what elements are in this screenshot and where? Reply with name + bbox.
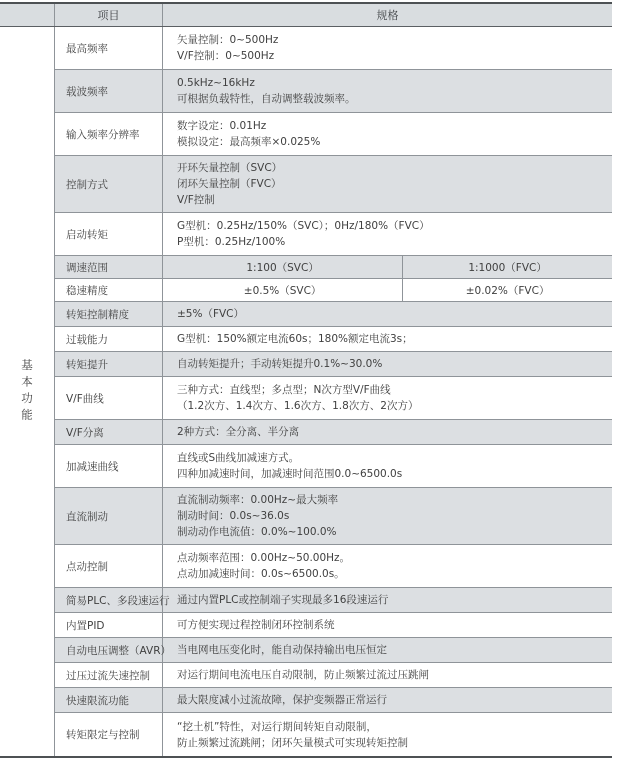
spec-line: V/F控制：0~500Hz xyxy=(177,50,275,62)
spec-line: 0.5kHz~16kHz xyxy=(177,77,255,89)
spec-line: V/F控制 xyxy=(177,194,215,206)
spec-line: 开环矢量控制（SVC） xyxy=(177,162,283,174)
spec-cell xyxy=(163,663,612,687)
spec-cell xyxy=(163,688,612,712)
item-cell: V/F曲线 xyxy=(55,377,163,419)
table-row xyxy=(55,256,612,279)
side-category-label: 基本功能 xyxy=(20,358,34,425)
spec-line: 四种加减速时间，加减速时间范围0.0~6500.0s xyxy=(177,468,403,480)
table-row xyxy=(55,302,612,327)
item-cell: 输入频率分辨率 xyxy=(55,113,163,155)
table-row xyxy=(55,663,612,688)
spec-sub-cell: ±0.5%（SVC） xyxy=(163,279,403,301)
table-row xyxy=(55,70,612,113)
spec-cell xyxy=(163,113,612,155)
item-cell: 稳速精度 xyxy=(55,279,163,301)
item-cell: 最高频率 xyxy=(55,27,163,69)
spec-line: 最大限度减小过流故障，保护变频器正常运行 xyxy=(177,694,387,706)
spec-line: 模拟设定：最高频率×0.025% xyxy=(177,136,321,148)
spec-sub-cell: 1:100（SVC） xyxy=(163,256,403,278)
item-cell: 转矩提升 xyxy=(55,352,163,376)
item-cell: V/F分离 xyxy=(55,420,163,444)
item-cell: 调速范围 xyxy=(55,256,163,278)
item-cell: 控制方式 xyxy=(55,156,163,212)
table-row xyxy=(55,327,612,352)
spec-line: 可方便实现过程控制闭环控制系统 xyxy=(177,619,335,631)
table-row xyxy=(55,713,612,756)
spec-line: 直流制动频率：0.00Hz~最大频率 xyxy=(177,494,339,506)
spec-line: G型机：150%额定电流60s；180%额定电流3s； xyxy=(177,333,413,345)
table-row xyxy=(55,156,612,213)
spec-cell xyxy=(163,420,612,444)
spec-cell xyxy=(163,545,612,587)
item-cell: 过载能力 xyxy=(55,327,163,351)
item-cell: 转矩限定与控制 xyxy=(55,713,163,756)
spec-line: 自动转矩提升；手动转矩提升0.1%~30.0% xyxy=(177,358,383,370)
item-cell: 转矩控制精度 xyxy=(55,302,163,326)
item-cell: 简易PLC、多段速运行 xyxy=(55,588,163,612)
spec-sub-cell: ±0.02%（FVC） xyxy=(465,284,550,297)
spec-cell xyxy=(163,70,612,112)
table-row xyxy=(55,688,612,713)
table-row xyxy=(55,113,612,156)
item-cell: 自动电压调整（AVR） xyxy=(55,638,163,662)
header-cell-item: 项目 xyxy=(55,4,163,26)
spec-line: 闭环矢量控制（FVC） xyxy=(177,178,282,190)
spec-line: 点动加减速时间：0.0s~6500.0s。 xyxy=(177,568,345,580)
spec-sub-cell: 1:1000（FVC） xyxy=(468,261,547,274)
item-cell: 点动控制 xyxy=(55,545,163,587)
table-row xyxy=(55,279,612,302)
spec-line: 矢量控制：0~500Hz xyxy=(177,34,279,46)
table-row xyxy=(55,213,612,256)
table-header-row xyxy=(0,4,612,27)
item-cell: 快速限流功能 xyxy=(55,688,163,712)
spec-line: P型机：0.25Hz/100% xyxy=(177,236,286,248)
spec-cell xyxy=(163,327,612,351)
table-body xyxy=(0,27,612,756)
side-category-column xyxy=(0,27,55,756)
spec-cell xyxy=(163,213,612,255)
spec-line: 2种方式：全分离、半分离 xyxy=(177,426,300,438)
table-row xyxy=(55,377,612,420)
item-cell: 加减速曲线 xyxy=(55,445,163,487)
table-row xyxy=(55,445,612,488)
item-cell: 载波频率 xyxy=(55,70,163,112)
spec-cell xyxy=(163,445,612,487)
table-row xyxy=(55,488,612,545)
spec-line: 数字设定：0.01Hz xyxy=(177,120,267,132)
table-row xyxy=(55,638,612,663)
spec-line: 当电网电压变化时，能自动保持输出电压恒定 xyxy=(177,644,387,656)
spec-line: “挖土机”特性，对运行期间转矩自动限制， xyxy=(177,720,377,733)
table-row xyxy=(55,588,612,613)
header-cell-spec: 规格 xyxy=(376,9,399,22)
table-row xyxy=(55,545,612,588)
spec-line: 制动动作电流值：0.0%~100.0% xyxy=(177,526,337,538)
spec-line: 防止频繁过流跳闸；闭环矢量模式可实现转矩控制 xyxy=(177,736,408,749)
spec-line: 制动时间：0.0s~36.0s xyxy=(177,510,290,522)
spec-cell xyxy=(163,713,612,756)
item-cell: 直流制动 xyxy=(55,488,163,544)
spec-cell xyxy=(163,27,612,69)
spec-line: ±5%（FVC） xyxy=(177,308,245,320)
spec-split-cells xyxy=(163,256,612,278)
spec-cell xyxy=(163,613,612,637)
header-cell-side xyxy=(0,4,55,26)
spec-line: 通过内置PLC或控制端子实现最多16段速运行 xyxy=(177,594,389,606)
table-row xyxy=(55,613,612,638)
spec-line: 三种方式：直线型；多点型；N次方型V/F曲线 xyxy=(177,384,391,396)
table-row xyxy=(55,420,612,445)
spec-cell xyxy=(163,377,612,419)
spec-line: 可根据负载特性，自动调整载波频率。 xyxy=(177,93,356,105)
spec-line: 对运行期间电流电压自动限制，防止频繁过流过压跳闸 xyxy=(177,669,429,681)
item-cell: 过压过流失速控制 xyxy=(55,663,163,687)
spec-line: （1.2次方、1.4次方、1.6次方、1.8次方、2次方） xyxy=(177,400,419,412)
table-row xyxy=(55,352,612,377)
spec-cell xyxy=(163,488,612,544)
spec-cell xyxy=(163,588,612,612)
spec-cell xyxy=(163,302,612,326)
spec-line: 直线或S曲线加减速方式。 xyxy=(177,452,300,464)
spec-cell xyxy=(163,638,612,662)
spec-table xyxy=(0,2,612,758)
item-cell: 内置PID xyxy=(55,613,163,637)
spec-cell xyxy=(163,352,612,376)
item-cell: 启动转矩 xyxy=(55,213,163,255)
spec-line: 点动频率范围：0.00Hz~50.00Hz。 xyxy=(177,552,351,564)
rows-column xyxy=(55,27,612,756)
table-row xyxy=(55,27,612,70)
spec-line: G型机：0.25Hz/150%（SVC）；0Hz/180%（FVC） xyxy=(177,220,430,232)
spec-split-cells xyxy=(163,279,612,301)
spec-cell xyxy=(163,156,612,212)
